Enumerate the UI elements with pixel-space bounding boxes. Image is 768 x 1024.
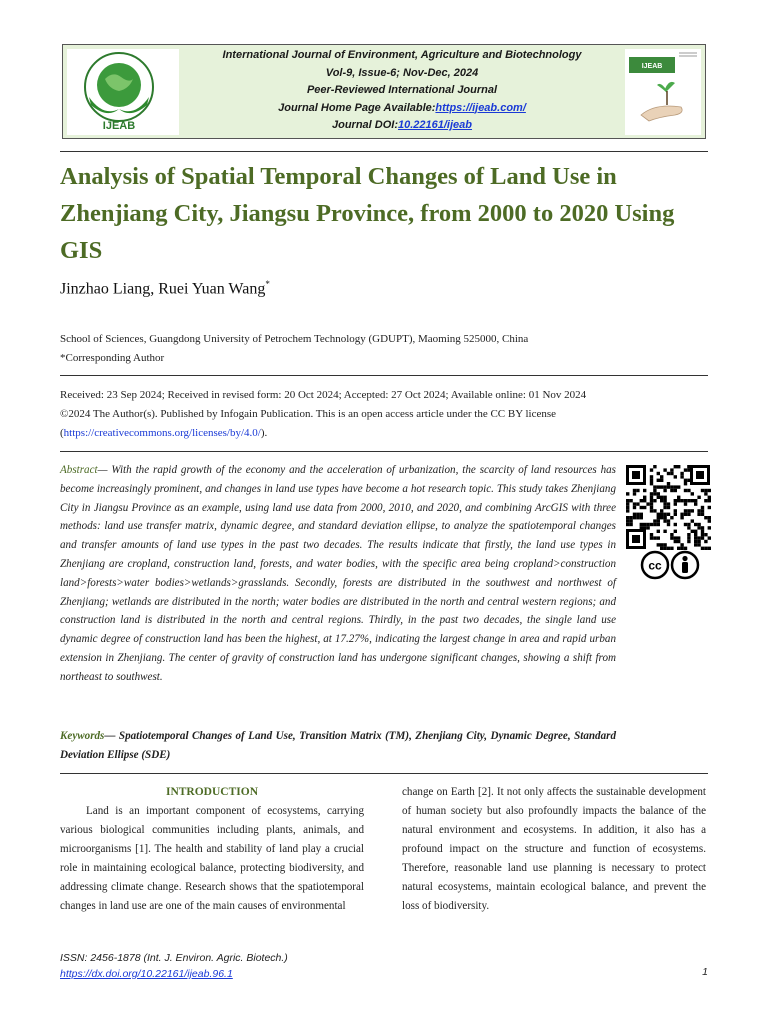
- divider: [60, 451, 708, 452]
- license-link[interactable]: https://creativecommons.org/licenses/by/4.0/: [63, 427, 261, 439]
- ijeab-logo-icon: [67, 49, 179, 135]
- homepage-label: Journal Home Page Available:: [278, 101, 436, 114]
- issn: ISSN: 2456-1878 (Int. J. Environ. Agric. Biotech.): [60, 952, 288, 964]
- journal-header: [62, 44, 706, 139]
- section-heading: INTRODUCTION: [165, 786, 258, 798]
- license-url-line: [60, 424, 708, 443]
- body-column-right: [402, 783, 706, 916]
- svg-text:cc: cc: [648, 558, 662, 573]
- journal-homepage: [179, 100, 625, 118]
- body-paragraph: Land is an important component of ecosystems, carrying various biological communities including plants, animals, and microorganisms [1]. The health and stability of land play a crucial role in maintaining ecological balance, protecting biodiversity, and addressing climate change. Research shows that the spatiotemporal changes in land use are one of the main causes of environmental: [60, 805, 364, 912]
- dates-license-block: [60, 386, 708, 443]
- divider: [60, 773, 708, 774]
- abstract: [60, 461, 616, 687]
- keywords: [60, 727, 616, 765]
- page-footer: [60, 950, 288, 982]
- journal-doi: [179, 117, 625, 135]
- corresponding-author: *Corresponding Author: [60, 352, 165, 364]
- license-text: ©2024 The Author(s). Published by Infogain Publication. This is an open access article under the CC BY license: [60, 408, 557, 420]
- journal-info: [179, 47, 625, 135]
- doi-label: Journal DOI:: [331, 119, 398, 131]
- divider: [60, 151, 708, 152]
- keywords-label: Keywords: [60, 730, 105, 742]
- journal-name: International Journal of Environment, Agriculture and Biotechnology: [222, 49, 582, 61]
- journal-volume: Vol-9, Issue-6; Nov-Dec, 2024: [325, 66, 479, 79]
- article-title: Analysis of Spatial Temporal Changes of Land Use in Zhenjiang City, Jiangsu Province, from 2000 to 2020 Using GIS: [60, 163, 675, 264]
- logo-text: IJEAB: [102, 120, 136, 132]
- authors: [60, 279, 270, 298]
- qr-code-icon: [624, 463, 712, 551]
- abstract-label: Abstract: [60, 464, 98, 476]
- journal-doi-link[interactable]: 10.22161/ijeab: [398, 119, 473, 131]
- homepage-link[interactable]: https://ijeab.com/: [435, 101, 526, 114]
- page-number: 1: [702, 966, 708, 978]
- journal-cover-thumbnail-icon: [625, 49, 701, 135]
- license-paren-close: ).: [260, 427, 268, 439]
- affiliation: School of Sciences, Guangdong University of Petrochem Technology (GDUPT), Maoming 525000, China: [60, 333, 529, 345]
- keywords-body: — Spatiotemporal Changes of Land Use, Transition Matrix (TM), Zhenjiang City, Dynamic Degree, Standard Deviation Ellipse (SDE): [60, 730, 616, 761]
- cc-by-license-icon[interactable]: [640, 550, 700, 580]
- journal-peer-reviewed: Peer-Reviewed International Journal: [306, 84, 498, 96]
- body-paragraph: change on Earth [2]. It not only affects the sustainable development of human society but also profoundly impacts the balance of the natural environment and ecosystems. In addition, it also has a profound impact on the structure and function of ecosystems. Therefore, reasonable land use planning is necessary to protect natural ecosystems, maintain ecological balance, and prevent the loss of biodiversity.: [402, 786, 706, 912]
- article-doi-link[interactable]: https://dx.doi.org/10.22161/ijeab.96.1: [60, 968, 233, 980]
- article-dates: Received: 23 Sep 2024; Received in revised form: 20 Oct 2024; Accepted: 27 Oct 2024; Available online: 01 Nov 2024: [60, 389, 587, 401]
- license-paren-open: (: [60, 427, 64, 439]
- cover-text: IJEAB: [641, 63, 663, 70]
- author-names: Jinzhao Liang, Ruei Yuan Wang: [60, 280, 266, 298]
- affiliation-block: [60, 330, 528, 368]
- corresponding-mark: *: [265, 279, 270, 289]
- divider: [60, 375, 708, 376]
- abstract-body: — With the rapid growth of the economy and the acceleration of urbanization, the scarcity of land resources has become increasingly prominent, and changes in land use types have become a hot research topic. This study takes Zhenjiang City in Jiangsu Province as an example, using land use data from 2000, 2010, and 2020, and combining ArcGIS with three methods: land use transfer matrix, dynamic degree, and standard deviation ellipse, to analyze the spatiotemporal changes and transfer amounts of land use types in the past two decades. The results indicate that firstly, the land use types in Zhenjiang are cropland, construction land, forests, and water bodies, with the specific area being cropland>construction land>forests>water bodies>wetlands>grasslands. Secondly, forests are distributed in the southwest and northwest of Zhenjiang; wetlands are distributed in the north; water bodies are distributed in the north and central western regions; and construction land is distributed in the north and central regions. Thirdly, in the past two decades, the single land use dynamic degree of construction land has been the highest, at 17.27%, indicating the largest change in area and rapid urban extension in Zhenjiang. The center of gravity of construction land has undergone significant changes, showing a shift from northeast to southwest.: [60, 464, 616, 683]
- body-column-left: [60, 783, 364, 916]
